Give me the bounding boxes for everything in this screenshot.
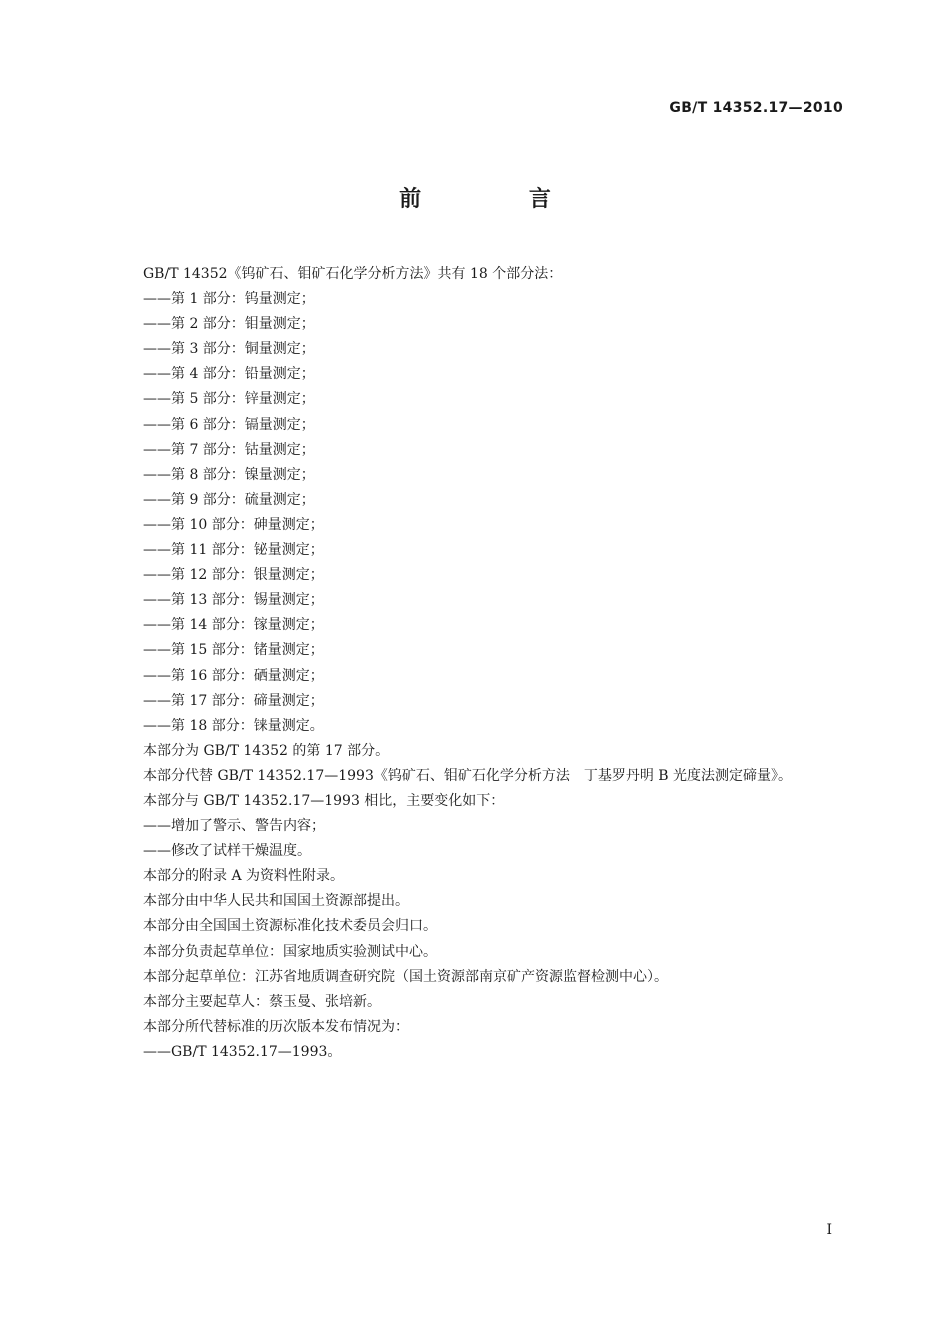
foreword-line: ——第 7 部分：钴量测定； xyxy=(143,441,315,458)
standard-code: GB/T 14352.17—2010 xyxy=(669,100,843,116)
foreword-line: ——第 15 部分：锗量测定； xyxy=(143,642,324,659)
foreword-line: ——第 16 部分：硒量测定； xyxy=(143,667,324,684)
foreword-line: 本部分由全国国土资源标准化技术委员会归口。 xyxy=(143,918,437,935)
foreword-line: ——第 9 部分：硫量测定； xyxy=(143,491,315,508)
foreword-line: ——第 13 部分：锡量测定； xyxy=(143,592,324,609)
foreword-line: ——第 4 部分：铅量测定； xyxy=(143,366,315,383)
foreword-line: ——第 11 部分：铋量测定； xyxy=(143,542,324,559)
foreword-line: ——第 6 部分：镉量测定； xyxy=(143,416,315,433)
foreword-line: ——增加了警示、警告内容； xyxy=(143,818,325,835)
foreword-line: ——修改了试样干燥温度。 xyxy=(143,843,311,860)
foreword-line: ——GB/T 14352.17—1993。 xyxy=(143,1043,342,1060)
foreword-line: 本部分起草单位：江苏省地质调查研究院（国土资源部南京矿产资源监督检测中心）。 xyxy=(143,968,668,985)
foreword-line: 本部分主要起草人：蔡玉曼、张培新。 xyxy=(143,993,381,1010)
foreword-line: ——第 3 部分：铜量测定； xyxy=(143,341,315,358)
foreword-line: ——第 5 部分：锌量测定； xyxy=(143,391,315,408)
foreword-line: 本部分由中华人民共和国国土资源部提出。 xyxy=(143,893,409,910)
foreword-line: GB/T 14352《钨矿石、钼矿石化学分析方法》共有 18 个部分法： xyxy=(143,266,563,282)
foreword-line: ——第 1 部分：钨量测定； xyxy=(143,291,315,308)
foreword-line: ——第 18 部分：铼量测定。 xyxy=(143,717,324,734)
foreword-line: 本部分代替 GB/T 14352.17—1993《钨矿石、钼矿石化学分析方法 丁基罗丹明 B 光度法测定碲量》。 xyxy=(143,767,793,784)
foreword-line: ——第 12 部分：银量测定； xyxy=(143,567,324,584)
foreword-line: ——第 17 部分：碲量测定； xyxy=(143,692,324,709)
foreword-line: 本部分与 GB/T 14352.17—1993 相比，主要变化如下： xyxy=(143,792,505,809)
page-number: I xyxy=(826,1222,832,1238)
foreword-line: 本部分的附录 A 为资料性附录。 xyxy=(143,868,345,885)
foreword-line: ——第 2 部分：钼量测定； xyxy=(143,316,315,333)
page-title: 前 言 xyxy=(399,187,601,212)
foreword-line: ——第 14 部分：镓量测定； xyxy=(143,617,324,634)
foreword-body xyxy=(143,262,863,1065)
foreword-line: ——第 10 部分：砷量测定； xyxy=(143,516,324,533)
foreword-line: 本部分负责起草单位：国家地质实验测试中心。 xyxy=(143,943,437,960)
foreword-line: ——第 8 部分：镍量测定； xyxy=(143,466,315,483)
foreword-line: 本部分所代替标准的历次版本发布情况为： xyxy=(143,1018,409,1035)
foreword-line: 本部分为 GB/T 14352 的第 17 部分。 xyxy=(143,742,390,759)
